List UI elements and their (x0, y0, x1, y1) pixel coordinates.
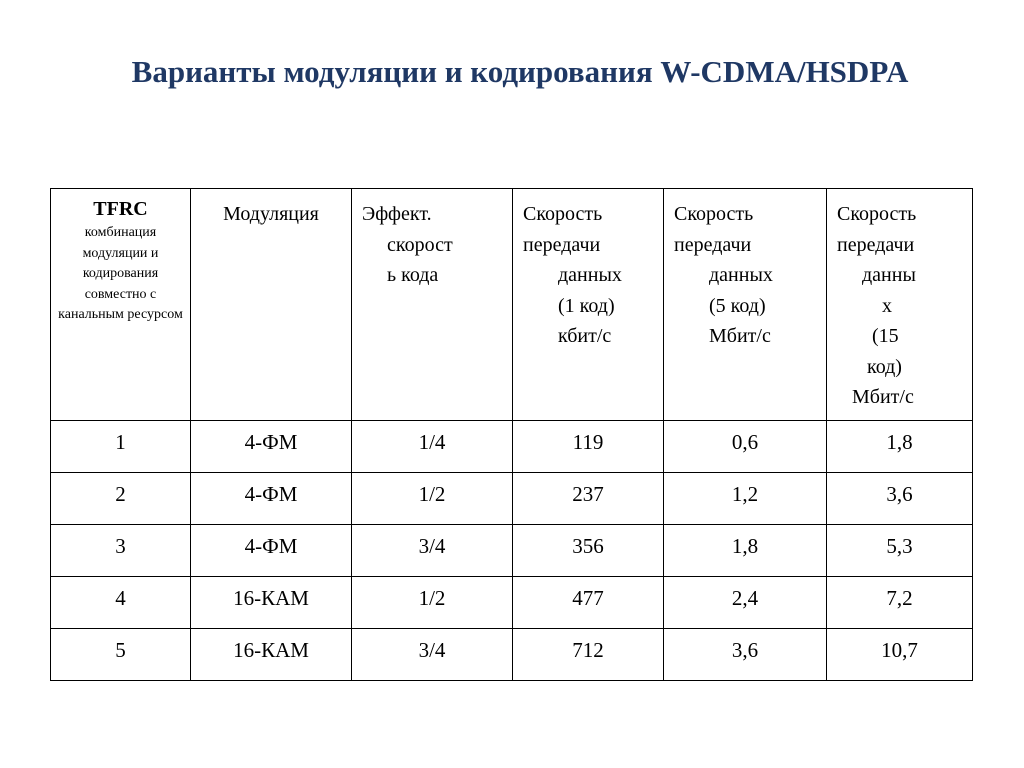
header-rate-15-code-label: Скорость передачи данны х (15 код) Мбит/с (837, 203, 917, 408)
header-cell-modulation (191, 189, 352, 421)
cell-code-rate: 3/4 (352, 525, 513, 577)
cell-rate-1-code: 356 (513, 525, 664, 577)
cell-rate-15-code: 10,7 (827, 629, 973, 681)
header-cell-rate-1-code (513, 189, 664, 421)
modulation-coding-table (50, 188, 973, 681)
cell-code-rate: 1/2 (352, 577, 513, 629)
header-cell-rate-5-code (664, 189, 827, 421)
cell-rate-15-code: 3,6 (827, 473, 973, 525)
cell-rate-5-code: 1,8 (664, 525, 827, 577)
table-row (51, 629, 973, 681)
table-row (51, 577, 973, 629)
cell-tfrc: 4 (51, 577, 191, 629)
table-row (51, 473, 973, 525)
cell-tfrc: 2 (51, 473, 191, 525)
cell-tfrc: 3 (51, 525, 191, 577)
cell-tfrc: 1 (51, 421, 191, 473)
table-header-row (51, 189, 973, 421)
header-code-rate-label: Эффект. скорост ь кода (362, 203, 453, 286)
cell-rate-15-code: 5,3 (827, 525, 973, 577)
cell-rate-5-code: 1,2 (664, 473, 827, 525)
cell-code-rate: 3/4 (352, 629, 513, 681)
table-row (51, 421, 973, 473)
cell-rate-5-code: 2,4 (664, 577, 827, 629)
header-rate-5-code-label: Скорость передачи данных (5 код) Мбит/с (674, 203, 773, 347)
header-cell-rate-15-code (827, 189, 973, 421)
cell-rate-15-code: 7,2 (827, 577, 973, 629)
header-tfrc-description: комбинация модуляции и кодирования совместно с канальным ресурсом (58, 225, 183, 322)
header-tfrc-label: TFRC (93, 198, 148, 220)
cell-code-rate: 1/2 (352, 473, 513, 525)
cell-rate-1-code: 237 (513, 473, 664, 525)
cell-modulation: 4-ФМ (191, 473, 352, 525)
cell-rate-5-code: 3,6 (664, 629, 827, 681)
cell-tfrc: 5 (51, 629, 191, 681)
header-cell-code-rate (352, 189, 513, 421)
cell-rate-1-code: 119 (513, 421, 664, 473)
cell-rate-1-code: 477 (513, 577, 664, 629)
cell-rate-1-code: 712 (513, 629, 664, 681)
cell-modulation: 4-ФМ (191, 421, 352, 473)
cell-modulation: 16-КАМ (191, 629, 352, 681)
header-rate-1-code-label: Скорость передачи данных (1 код) кбит/с (523, 203, 622, 347)
cell-code-rate: 1/4 (352, 421, 513, 473)
cell-modulation: 4-ФМ (191, 525, 352, 577)
cell-modulation: 16-КАМ (191, 577, 352, 629)
cell-rate-5-code: 0,6 (664, 421, 827, 473)
table-row (51, 525, 973, 577)
cell-rate-15-code: 1,8 (827, 421, 973, 473)
header-modulation-label: Модуляция (223, 203, 319, 225)
header-cell-tfrc (51, 189, 191, 421)
slide-title: Варианты модуляции и кодирования W-CDMA/HSDPA (131, 54, 909, 89)
